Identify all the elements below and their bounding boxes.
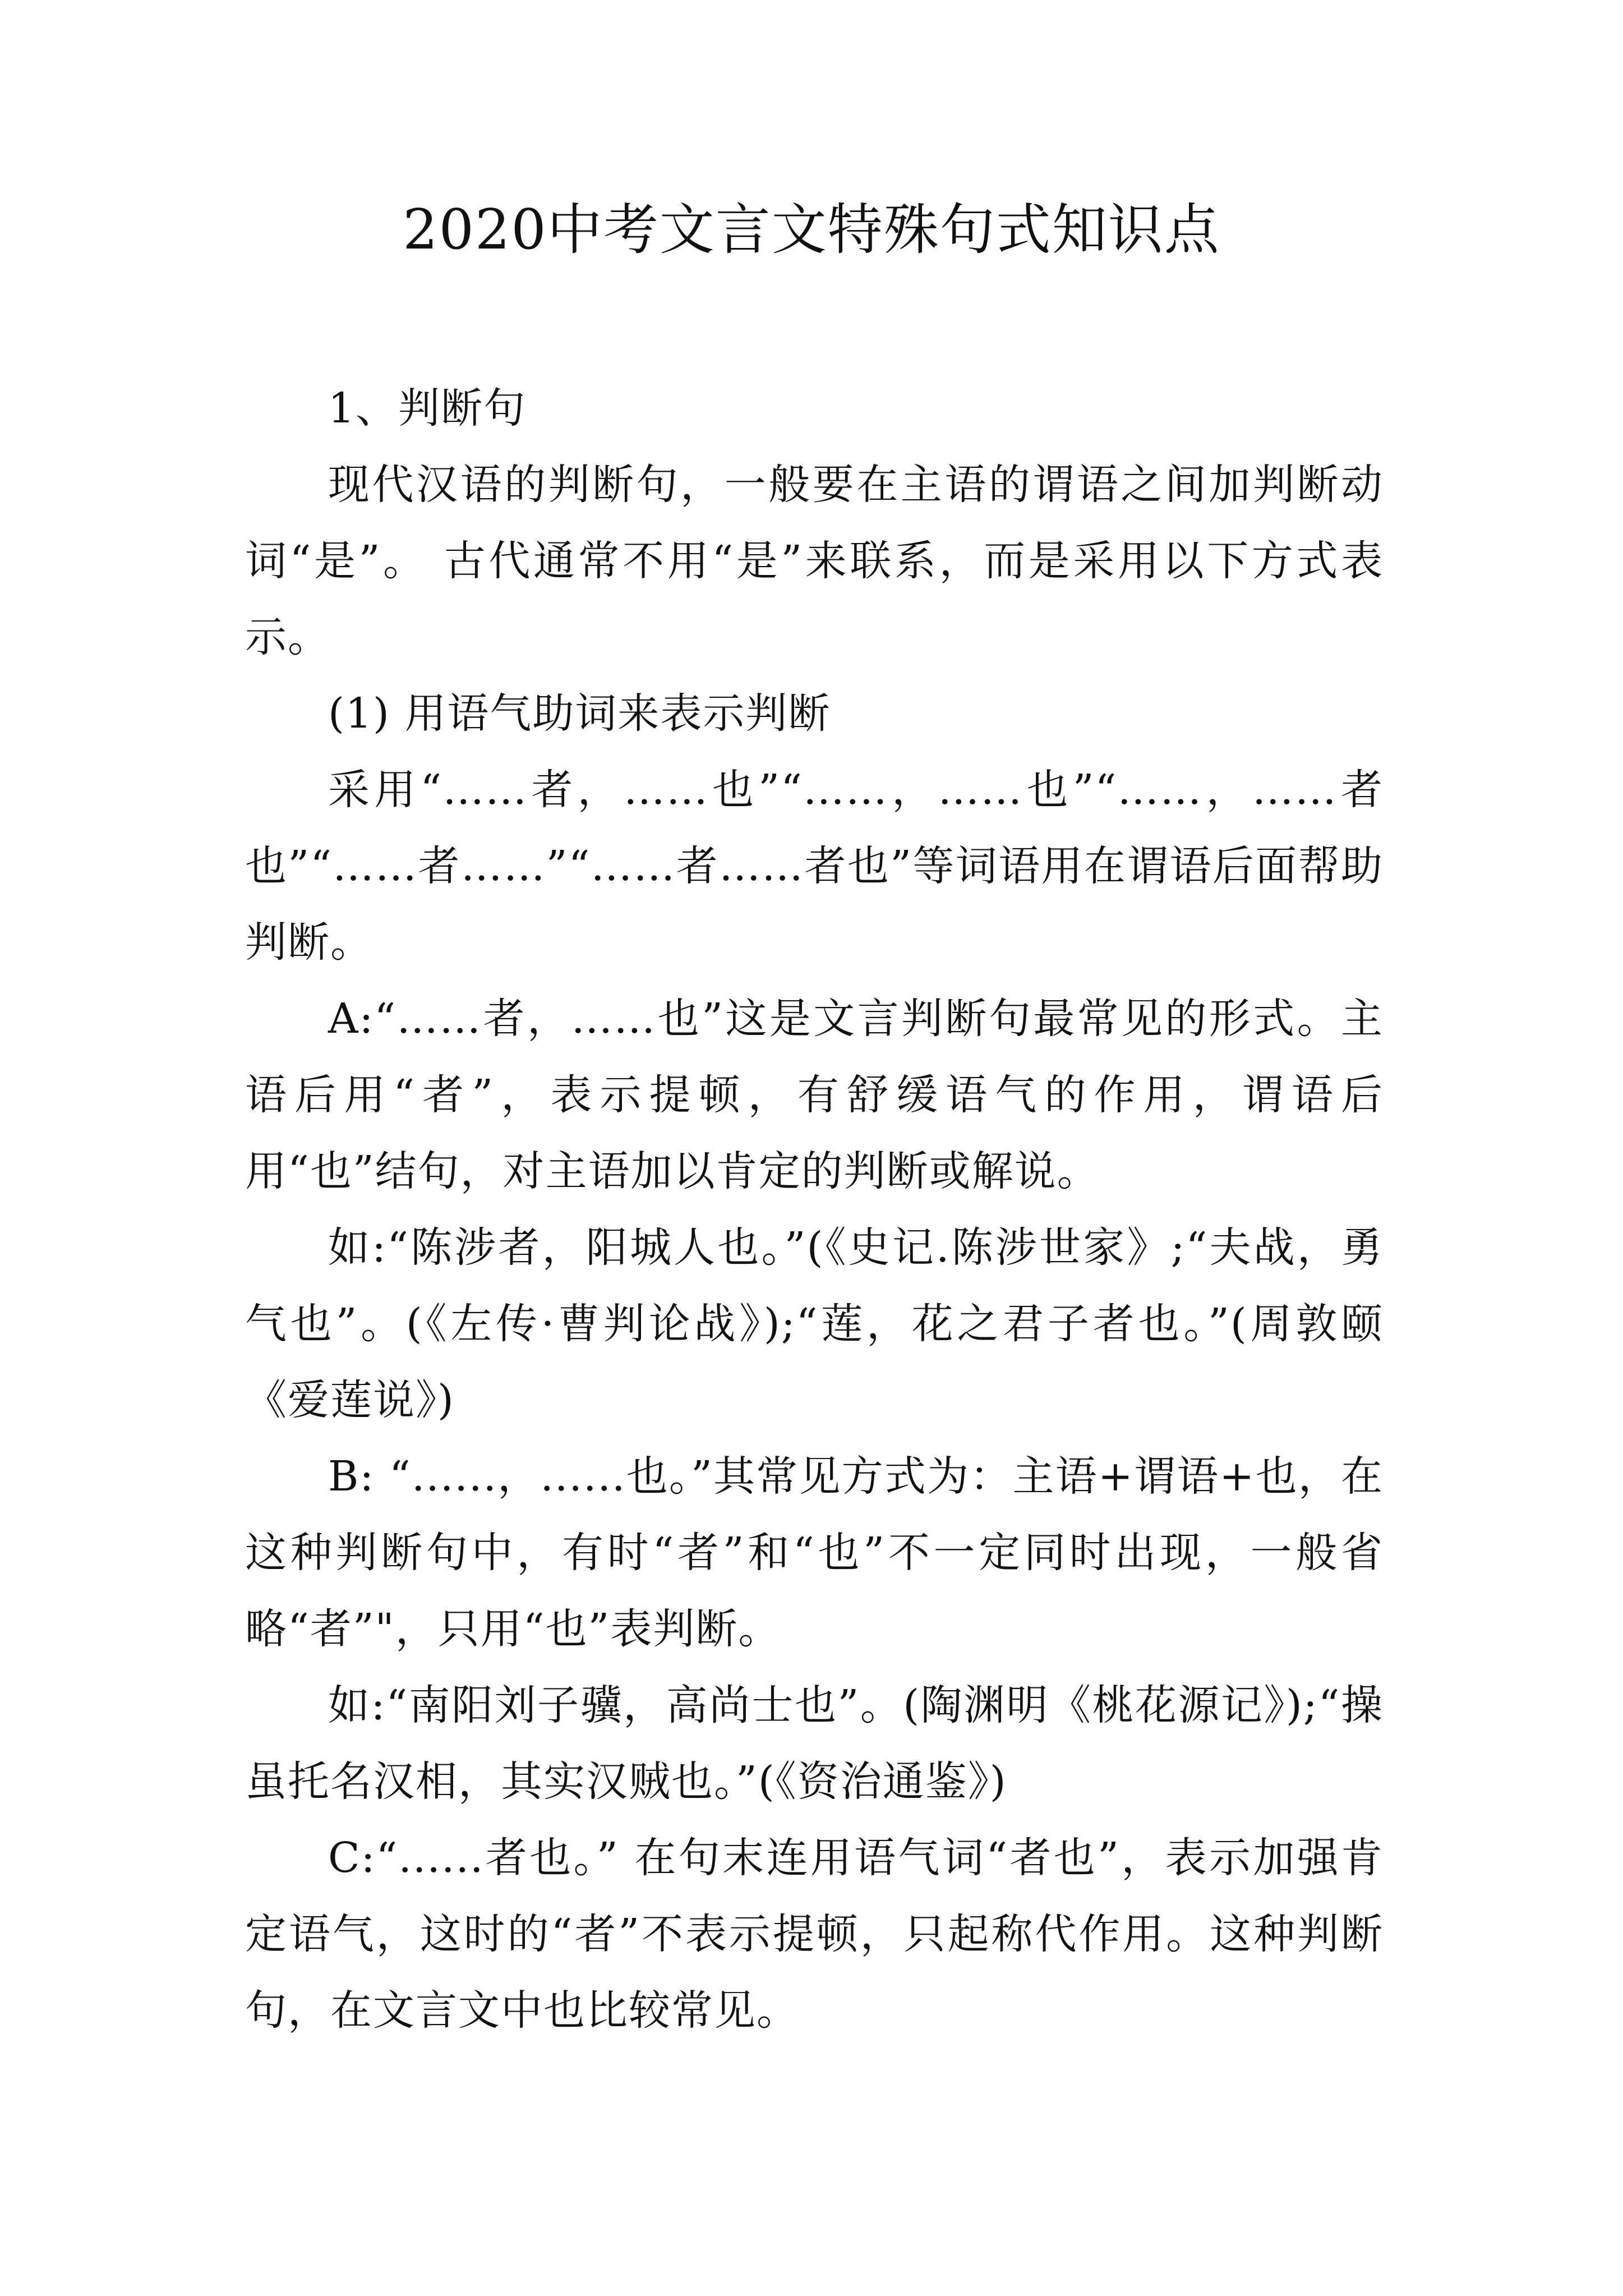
paragraph-intro: 现代汉语的判断句，一般要在主语的谓语之间加判断动词“是”。 古代通常不用“是”来联系，而是采用以下方式表示。 bbox=[245, 461, 1384, 661]
paragraph-pattern-a: A:“……者，……也”这是文言判断句最常见的形式。主语后用“者”，表示提顿，有舒缓语气的作用，谓语后用“也”结句，对主语加以肯定的判断或解说。 bbox=[245, 995, 1384, 1195]
document-title: 2020中考文言文特殊句式知识点 bbox=[403, 198, 1220, 262]
paragraph-pattern-c: C:“......者也。” 在句末连用语气词“者也”，表示加强肯定语气，这时的“者”不表示提顿，只起称代作用。这种判断句，在文言文中也比较常见。 bbox=[245, 1834, 1384, 2035]
subsection-heading-modal-particles: (1) 用语气助词来表示判断 bbox=[328, 689, 831, 738]
section-heading-judgment-sentence: 1、判断句 bbox=[328, 384, 527, 432]
paragraph-patterns: 采用“……者，……也”“……，……也”“……，……者也”“……者……”“……者……者也”等词语用在谓语后面帮助判断。 bbox=[245, 766, 1384, 967]
paragraph-examples-a: 如:“陈涉者，阳城人也。”(《史记.陈涉世家》;“夫战，勇气也”。(《左传·曹判论战》);“莲，花之君子者也。”(周敦颐《爱莲说》) bbox=[245, 1223, 1384, 1424]
document-body bbox=[245, 370, 1384, 2049]
paragraph-examples-b: 如:“南阳刘子骥，高尚士也”。(陶渊明《桃花源记》);“操虽托名汉相，其实汉贼也。”(《资治通鉴》) bbox=[245, 1681, 1384, 1806]
paragraph-pattern-b: B: “......，......也。”其常见方式为：主语+谓语+也，在这种判断句中，有时“者”和“也”不一定同时出现，一般省略“者”"，只用“也”表判断。 bbox=[245, 1452, 1384, 1653]
